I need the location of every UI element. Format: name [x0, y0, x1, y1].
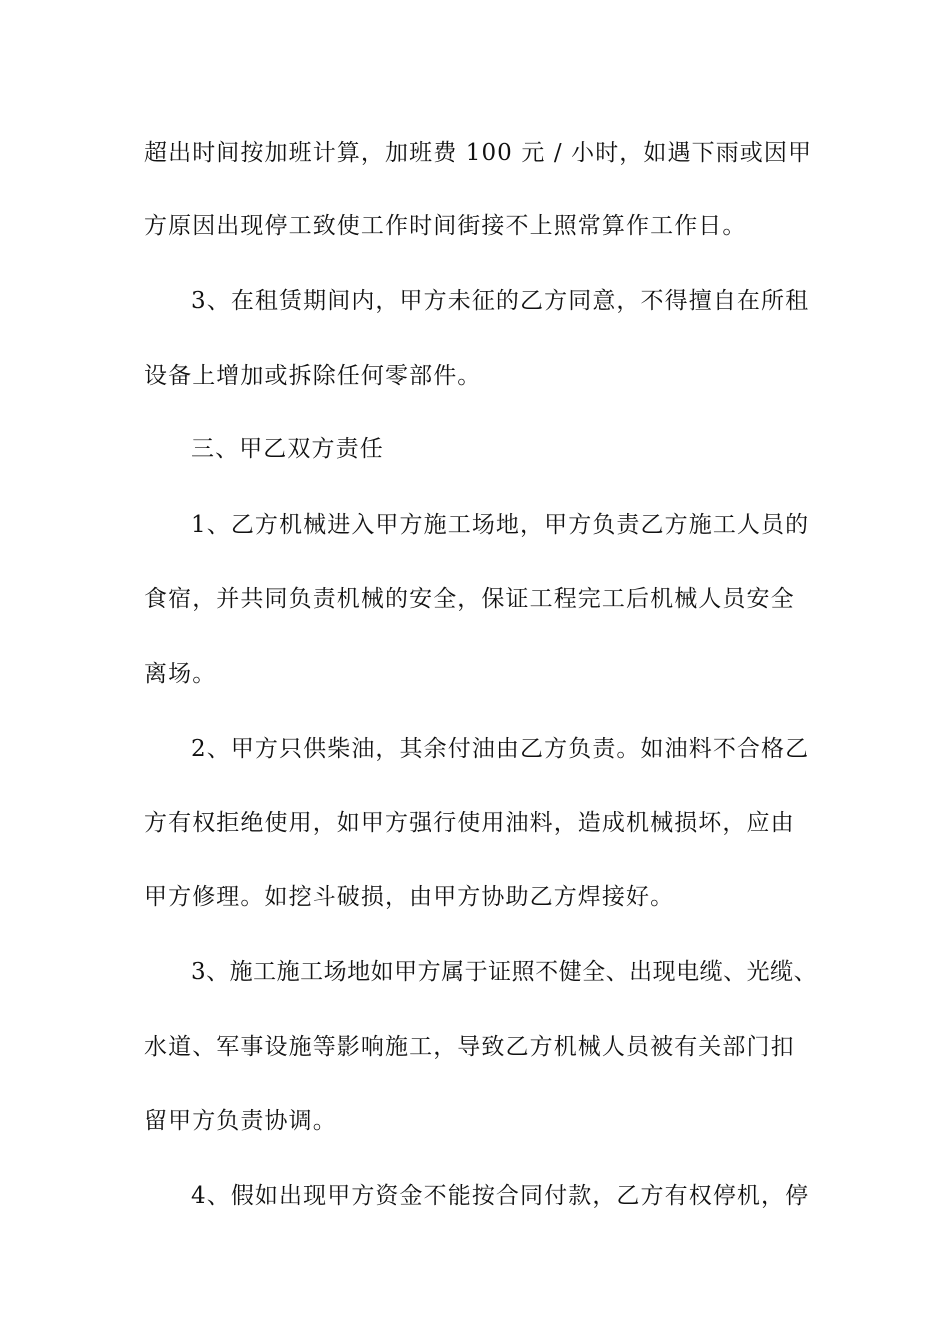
- text-line: 方原因出现停工致使工作时间街接不上照常算作工作日。: [144, 213, 747, 239]
- text-line: 离场。: [144, 661, 217, 687]
- paragraph-start-line: 3、施工施工场地如甲方属于证照不健全、出现电缆、光缆、: [191, 959, 818, 985]
- paragraph-start-line: 3、在租赁期间内，甲方未征的乙方同意，不得擅自在所租: [191, 288, 810, 314]
- text-line: 食宿，并共同负责机械的安全，保证工程完工后机械人员安全: [144, 586, 795, 612]
- text-line: 水道、军事设施等影响施工，导致乙方机械人员被有关部门扣: [144, 1034, 795, 1060]
- section-heading: 三、甲乙双方责任: [191, 436, 384, 462]
- text-line: 留甲方负责协调。: [144, 1108, 337, 1134]
- paragraph-start-line: 1、乙方机械进入甲方施工场地，甲方负责乙方施工人员的: [191, 512, 810, 538]
- text-line: 方有权拒绝使用，如甲方强行使用油料，造成机械损坏，应由: [144, 810, 795, 836]
- text-line: 超出时间按加班计算，加班费 100 元 / 小时，如遇下雨或因甲: [144, 140, 813, 166]
- text-line: 设备上增加或拆除任何零部件。: [144, 363, 482, 389]
- paragraph-start-line: 4、假如出现甲方资金不能按合同付款，乙方有权停机，停: [191, 1183, 810, 1209]
- text-line: 甲方修理。如挖斗破损，由甲方协助乙方焊接好。: [144, 884, 675, 910]
- paragraph-start-line: 2、甲方只供柴油，其余付油由乙方负责。如油料不合格乙: [191, 736, 810, 762]
